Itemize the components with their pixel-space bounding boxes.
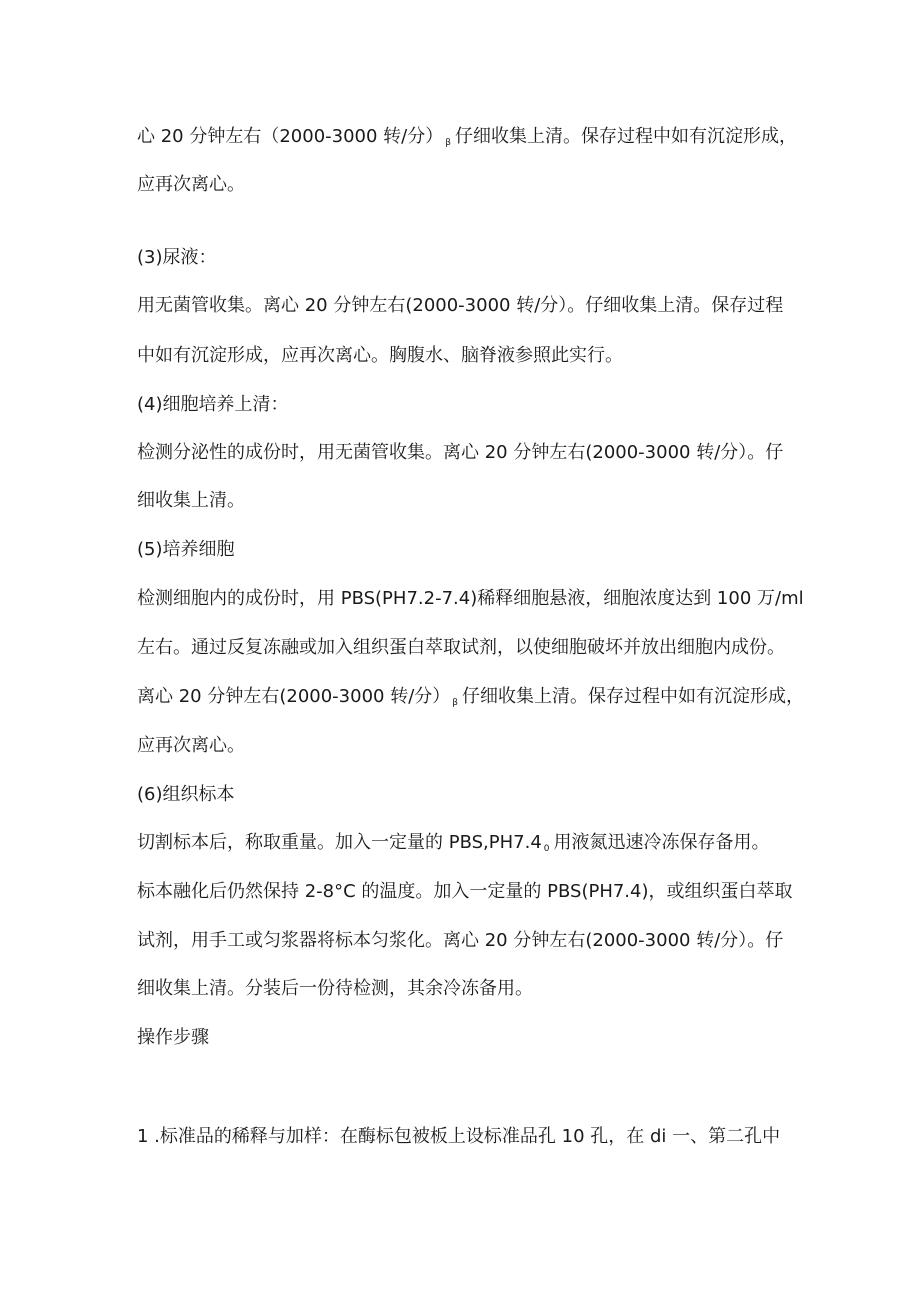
paragraph-line: 细收集上清。分装后一份待检测，其余冷冻备用。 bbox=[137, 978, 533, 999]
paragraph-line: 应再次离心。 bbox=[137, 174, 245, 195]
subscript-mark: 0 bbox=[543, 844, 550, 854]
section-heading: (3)尿液： bbox=[137, 247, 217, 268]
section-heading: (5)培养细胞 bbox=[137, 539, 235, 560]
paragraph-line: 应再次离心。 bbox=[137, 735, 245, 756]
paragraph-line: 1 .标准品的稀释与加样：在酶标包被板上设标准品孔 10 孔，在 di 一、第二孔中 bbox=[137, 1126, 781, 1147]
paragraph-line: 用无菌管收集。离心 20 分钟左右(2000-3000 转/分）。仔细收集上清。保存过程 bbox=[137, 295, 784, 316]
paragraph-line: 试剂，用手工或匀浆器将标本匀浆化。离心 20 分钟左右(2000-3000 转/分）。仔 bbox=[137, 930, 784, 951]
subscript-mark: β bbox=[445, 138, 451, 148]
line-text-continued: 用液氮迅速冷冻保存备用。 bbox=[553, 832, 770, 853]
paragraph-line bbox=[137, 831, 770, 861]
section-heading: (4)细胞培养上清： bbox=[137, 394, 289, 415]
paragraph-line: 细收集上清。 bbox=[137, 490, 245, 511]
subscript-mark: β bbox=[452, 698, 459, 708]
paragraph-line: 左右。通过反复冻融或加入组织蛋白萃取试剂，以使细胞破坏并放出细胞内成份。 bbox=[137, 637, 785, 658]
paragraph-line: 标本融化后仍然保持 2-8°C 的温度。加入一定量的 PBS(PH7.4)，或组织蛋白萃取 bbox=[137, 881, 793, 902]
line-text: 心 20 分钟左右（2000-3000 转/分） bbox=[137, 126, 444, 147]
paragraph-line: 检测细胞内的成份时，用 PBS(PH7.2-7.4)稀释细胞悬液，细胞浓度达到 100 万/ml bbox=[137, 588, 804, 609]
section-heading: (6)组织标本 bbox=[137, 784, 235, 805]
paragraph-line bbox=[137, 125, 797, 155]
paragraph-line bbox=[137, 685, 804, 715]
paragraph-line: 检测分泌性的成份时，用无菌管收集。离心 20 分钟左右(2000-3000 转/分）。仔 bbox=[137, 442, 784, 463]
line-text: 切割标本后，称取重量。加入一定量的 PBS,PH7.4 bbox=[137, 832, 542, 853]
paragraph-line: 中如有沉淀形成，应再次离心。胸腹水、脑脊液参照此实行。 bbox=[137, 345, 623, 366]
line-text: 离心 20 分钟左右(2000-3000 转/分） bbox=[137, 686, 451, 707]
section-heading: 操作步骤 bbox=[137, 1027, 209, 1048]
line-text-continued: 仔细收集上清。保存过程中如有沉淀形成， bbox=[455, 126, 797, 147]
line-text-continued: 仔细收集上清。保存过程中如有沉淀形成， bbox=[462, 686, 805, 707]
